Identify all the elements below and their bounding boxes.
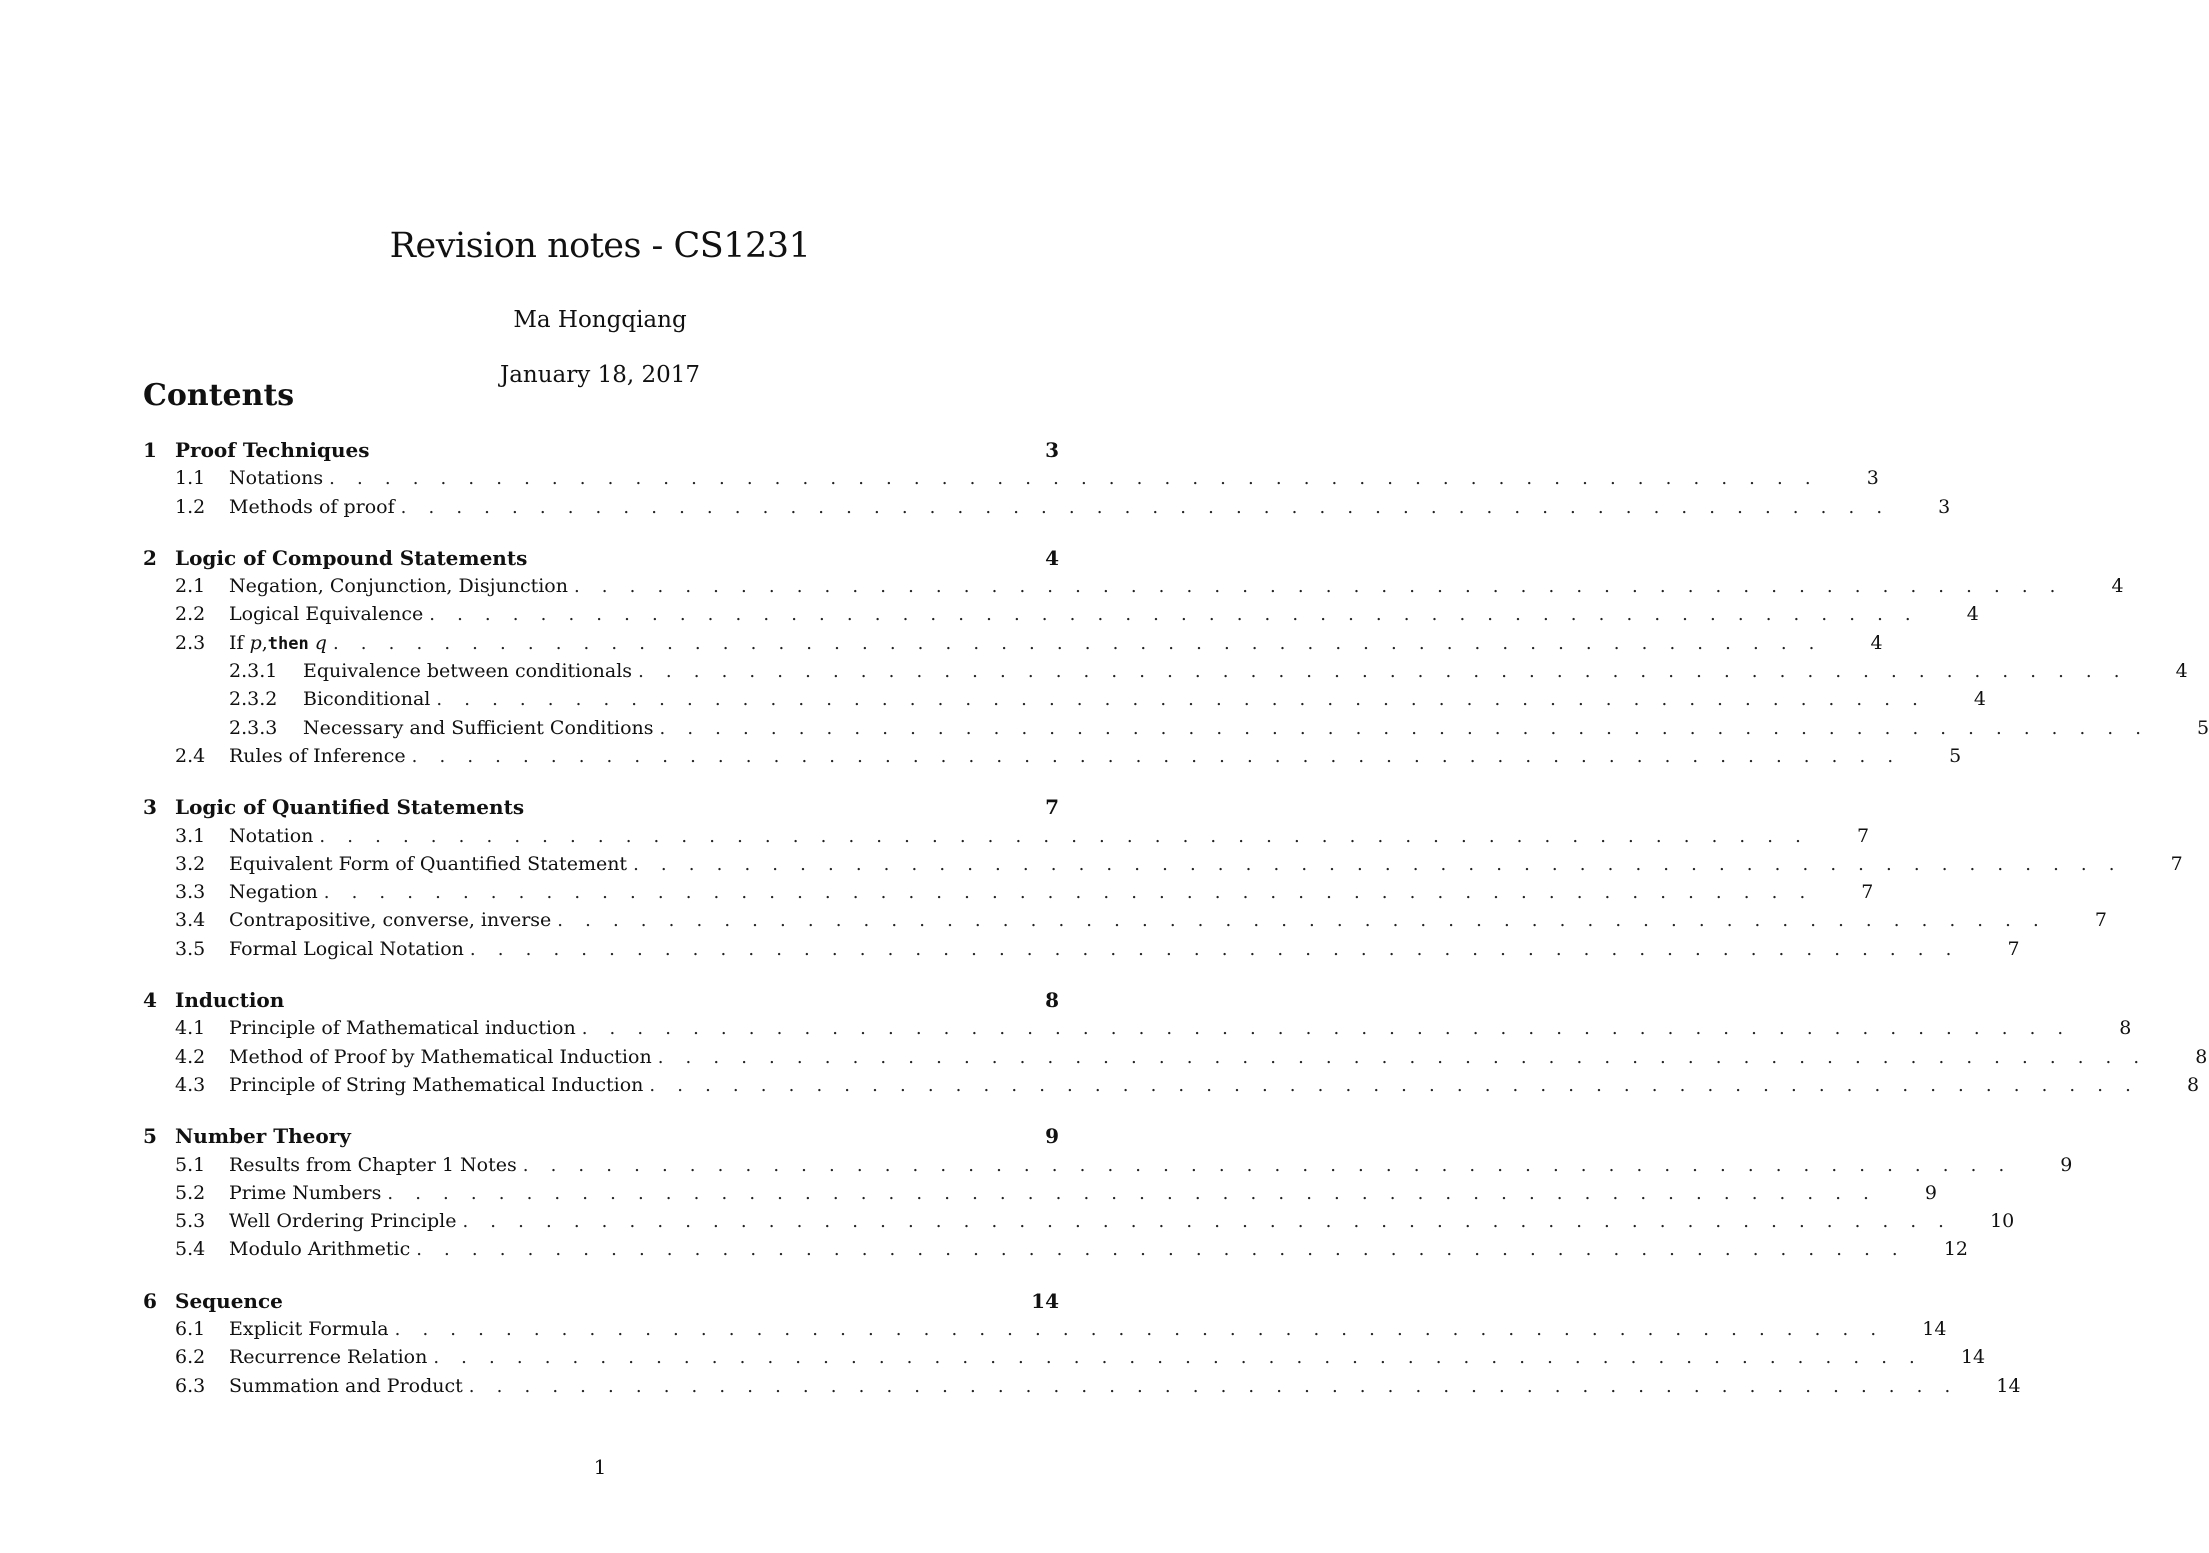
toc-section-entry[interactable] (143, 1179, 1937, 1207)
dot-leader: . . . . . . . . . . . . . . . . . . . . . . . . . . . . . . . . . . . . . . . . . . . . . . . . . . . . . . (387, 1182, 1877, 1204)
toc-section-entry[interactable] (143, 600, 1979, 628)
section-page: 8 (2186, 1073, 2200, 1096)
dot-leader: . . . . . . . . . . . . . . . . . . . . . . . . . . . . . . . . . . . . . . . . . . . . . . . . . . . . . . (468, 1375, 1959, 1397)
chapter-page: 8 (1045, 988, 1059, 1013)
toc-section-entry[interactable] (143, 935, 2020, 963)
section-page: 3 (1938, 495, 1951, 518)
subsection-page: 4 (1973, 688, 1987, 711)
title-comma: , (261, 631, 268, 654)
chapter-number: 3 (143, 795, 157, 820)
section-page: 7 (2007, 937, 2020, 960)
section-title: Method of Proof by Mathematical Induction (229, 1045, 652, 1068)
toc-chapter (143, 544, 2209, 770)
toc-section-entry[interactable] (143, 850, 2183, 878)
section-title: Summation and Product (229, 1374, 463, 1397)
section-number: 2.4 (175, 744, 206, 767)
subsection-page: 5 (2197, 716, 2209, 739)
section-page: 12 (1943, 1238, 1969, 1261)
subsection-number: 2.3.2 (229, 688, 278, 711)
toc-section-entry[interactable] (143, 464, 1879, 492)
section-title: Methods of proof (229, 495, 395, 518)
section-page: 7 (1856, 824, 1870, 847)
section-title: Contrapositive, converse, inverse (229, 909, 552, 932)
subsection-title: Biconditional (303, 688, 431, 711)
section-number: 1.2 (175, 495, 206, 518)
section-page: 14 (1996, 1374, 2021, 1397)
section-page: 7 (2094, 909, 2107, 932)
toc-chapter-entry[interactable] (143, 1287, 1059, 1315)
chapter-number: 4 (143, 988, 157, 1013)
section-number: 6.3 (175, 1374, 206, 1397)
section-page: 4 (2111, 575, 2124, 598)
section-page: 8 (2119, 1017, 2132, 1040)
chapter-page: 9 (1045, 1124, 1059, 1149)
chapter-number: 1 (143, 438, 157, 462)
toc-chapter (143, 1287, 2021, 1400)
section-page: 14 (1922, 1318, 1947, 1341)
chapter-page: 3 (1045, 438, 1059, 462)
dot-leader: . . . . . . . . . . . . . . . . . . . . . . . . . . . . . . . . . . . . . . . . . . . . . . . . . . . . . . (332, 632, 1823, 654)
toc-section-entry[interactable] (143, 822, 1870, 850)
section-page: 7 (2170, 852, 2183, 875)
section-number: 6.1 (175, 1318, 206, 1341)
section-number: 2.1 (175, 575, 206, 598)
chapter-number: 6 (143, 1288, 157, 1313)
toc-section-entry[interactable] (143, 1151, 2073, 1179)
dot-leader: . . . . . . . . . . . . . . . . . . . . . . . . . . . . . . . . . . . . . . . . . . . . . . . . . . . . . . (462, 1211, 1953, 1233)
toc-section-entry[interactable] (143, 572, 2124, 600)
section-title: Notations (229, 467, 324, 490)
section-title: Equivalent Form of Quantified Statement (229, 852, 628, 875)
dot-leader: . . . . . . . . . . . . . . . . . . . . . . . . . . . . . . . . . . . . . . . . . . . . . . . . . . . . . . (581, 1018, 2072, 1040)
title-text: If (229, 631, 250, 654)
dot-leader: . . . . . . . . . . . . . . . . . . . . . . . . . . . . . . . . . . . . . . . . . . . . . . . . . . . . . . (557, 910, 2047, 932)
table-of-contents (143, 436, 2209, 1423)
dot-leader: . . . . . . . . . . . . . . . . . . . . . . . . . . . . . . . . . . . . . . . . . . . . . . . . . . . . . . (573, 576, 2064, 598)
section-page: 5 (1949, 744, 1962, 767)
dot-leader: . . . . . . . . . . . . . . . . . . . . . . . . . . . . . . . . . . . . . . . . . . . . . . . . . . . . . . (659, 717, 2150, 739)
subsection-number: 2.3.3 (229, 716, 278, 739)
section-title: Recurrence Relation (229, 1346, 428, 1369)
section-number: 5.1 (175, 1153, 206, 1176)
section-page: 3 (1866, 467, 1879, 490)
section-number: 5.2 (175, 1181, 206, 1204)
section-number: 4.3 (175, 1073, 206, 1096)
toc-section-entry[interactable] (143, 1207, 2015, 1235)
subsection-title: Equivalence between conditionals (303, 660, 633, 683)
page-number: 1 (593, 1455, 607, 1479)
chapter-page: 14 (1031, 1288, 1059, 1313)
section-number: 4.1 (175, 1017, 206, 1040)
section-number: 3.5 (175, 937, 206, 960)
section-title: Negation, Conjunction, Disjunction (229, 575, 568, 598)
dot-leader: . . . . . . . . . . . . . . . . . . . . . . . . . . . . . . . . . . . . . . . . . . . . . . . . . . . . . . (416, 1239, 1906, 1261)
toc-subsection-entry[interactable] (143, 657, 2188, 685)
toc-chapter-entry[interactable] (143, 1122, 1059, 1150)
dot-leader: . . . . . . . . . . . . . . . . . . . . . . . . . . . . . . . . . . . . . . . . . . . . . . . . . . . . . . (633, 853, 2123, 875)
section-title: Explicit Formula (229, 1318, 389, 1341)
toc-section-entry[interactable] (143, 1014, 2132, 1042)
section-page: 9 (2060, 1153, 2073, 1176)
dot-leader: . . . . . . . . . . . . . . . . . . . . . . . . . . . . . . . . . . . . . . . . . . . . . . . . . . . . . . (429, 604, 1919, 626)
dot-leader: . . . . . . . . . . . . . . . . . . . . . . . . . . . . . . . . . . . . . . . . . . . . . . . . . . . . . . (394, 1319, 1885, 1341)
section-title: Negation (229, 881, 318, 904)
dot-leader: . . . . . . . . . . . . . . . . . . . . . . . . . . . . . . . . . . . . . . . . . . . . . . . . . . . . . . (433, 1347, 1923, 1369)
toc-chapter (143, 436, 1951, 521)
section-number: 2.2 (175, 603, 206, 626)
section-number: 2.3 (175, 631, 206, 654)
chapter-page: 7 (1045, 795, 1059, 820)
document-title: Revision notes - CS1231 (389, 226, 811, 266)
chapter-page: 4 (1045, 545, 1059, 570)
toc-section-entry[interactable] (143, 493, 1951, 521)
section-title: Principle of Mathematical induction (229, 1017, 576, 1040)
dot-leader: . . . . . . . . . . . . . . . . . . . . . . . . . . . . . . . . . . . . . . . . . . . . . . . . . . . . . . (522, 1154, 2013, 1176)
toc-subsection-entry[interactable] (143, 714, 2209, 742)
section-title: Logical Equivalence (229, 603, 424, 626)
contents-heading: Contents (143, 378, 295, 413)
dot-leader: . . . . . . . . . . . . . . . . . . . . . . . . . . . . . . . . . . . . . . . . . . . . . . . . . . . . . . (469, 938, 1960, 960)
section-title (229, 629, 327, 658)
chapter-number: 2 (143, 545, 157, 570)
dot-leader: . . . . . . . . . . . . . . . . . . . . . . . . . . . . . . . . . . . . . . . . . . . . . . . . . . . . . . (411, 745, 1902, 767)
chapter-title: Number Theory (175, 1124, 351, 1149)
toc-chapter-entry[interactable] (143, 986, 1059, 1014)
toc-section-entry[interactable] (143, 1343, 1986, 1371)
toc-section-entry[interactable] (143, 629, 1883, 657)
section-title: Notation (229, 824, 314, 847)
toc-chapter (143, 1122, 2073, 1263)
section-number: 3.3 (175, 881, 206, 904)
section-page: 7 (1861, 881, 1874, 904)
chapter-title: Proof Techniques (175, 438, 370, 462)
subsection-title: Necessary and Sufficient Conditions (303, 716, 654, 739)
section-page: 4 (1870, 631, 1883, 654)
dot-leader: . . . . . . . . . . . . . . . . . . . . . . . . . . . . . . . . . . . . . . . . . . . . . . . . . . . . . . (329, 468, 1819, 490)
chapter-title: Sequence (175, 1288, 283, 1313)
math-variable-q: q (314, 631, 327, 654)
subsection-page: 4 (2175, 660, 2188, 683)
toc-section-entry[interactable] (143, 1071, 2200, 1099)
toc-chapter-entry[interactable] (143, 436, 1059, 464)
toc-chapter (143, 793, 2183, 963)
toc-chapter-entry[interactable] (143, 544, 1059, 572)
section-number: 4.2 (175, 1045, 206, 1068)
dot-leader: . . . . . . . . . . . . . . . . . . . . . . . . . . . . . . . . . . . . . . . . . . . . . . . . . . . . . . (319, 825, 1810, 847)
section-number: 3.4 (175, 909, 206, 932)
keyword-then: then (267, 633, 309, 654)
toc-section-entry[interactable] (143, 1043, 2208, 1071)
section-title: Well Ordering Principle (229, 1210, 457, 1233)
chapter-title: Induction (175, 988, 285, 1013)
document-author: Ma Hongqiang (513, 307, 687, 333)
section-page: 14 (1960, 1346, 1986, 1369)
section-number: 3.1 (175, 824, 206, 847)
toc-chapter-entry[interactable] (143, 793, 1059, 821)
section-number: 1.1 (175, 467, 206, 490)
section-title: Results from Chapter 1 Notes (229, 1153, 517, 1176)
section-title: Prime Numbers (229, 1181, 382, 1204)
section-number: 6.2 (175, 1346, 206, 1369)
section-title: Rules of Inference (229, 744, 406, 767)
toc-subsection-entry[interactable] (143, 685, 1987, 713)
toc-section-entry[interactable] (143, 1372, 2021, 1400)
math-variable-p: p (249, 631, 262, 654)
dot-leader: . . . . . . . . . . . . . . . . . . . . . . . . . . . . . . . . . . . . . . . . . . . . . . . . . . . . . . (436, 689, 1927, 711)
toc-section-entry[interactable] (143, 878, 1874, 906)
chapter-title: Logic of Compound Statements (175, 545, 528, 570)
document-date: January 18, 2017 (500, 362, 700, 388)
section-page: 9 (1924, 1181, 1937, 1204)
section-number: 3.2 (175, 852, 206, 875)
section-page: 8 (2195, 1045, 2208, 1068)
section-number: 5.3 (175, 1210, 206, 1233)
toc-section-entry[interactable] (143, 906, 2107, 934)
section-title: Formal Logical Notation (229, 937, 464, 960)
toc-section-entry[interactable] (143, 1235, 1969, 1263)
dot-leader: . . . . . . . . . . . . . . . . . . . . . . . . . . . . . . . . . . . . . . . . . . . . . . . . . . . . . . (323, 882, 1814, 904)
section-page: 10 (1990, 1210, 2015, 1233)
toc-chapter (143, 986, 2208, 1099)
subsection-number: 2.3.1 (229, 660, 278, 683)
dot-leader: . . . . . . . . . . . . . . . . . . . . . . . . . . . . . . . . . . . . . . . . . . . . . . . . . . . . . . (657, 1046, 2148, 1068)
dot-leader: . . . . . . . . . . . . . . . . . . . . . . . . . . . . . . . . . . . . . . . . . . . . . . . . . . . . . . (400, 496, 1891, 518)
toc-section-entry[interactable] (143, 1315, 1947, 1343)
chapter-number: 5 (143, 1124, 157, 1149)
section-title: Principle of String Mathematical Induction (229, 1073, 644, 1096)
toc-section-entry[interactable] (143, 742, 1962, 770)
dot-leader: . . . . . . . . . . . . . . . . . . . . . . . . . . . . . . . . . . . . . . . . . . . . . . . . . . . . . . (638, 661, 2128, 683)
chapter-title: Logic of Quantified Statements (175, 795, 525, 820)
dot-leader: . . . . . . . . . . . . . . . . . . . . . . . . . . . . . . . . . . . . . . . . . . . . . . . . . . . . . . (649, 1074, 2140, 1096)
section-page: 4 (1966, 603, 1979, 626)
section-title: Modulo Arithmetic (229, 1238, 411, 1261)
section-number: 5.4 (175, 1238, 206, 1261)
